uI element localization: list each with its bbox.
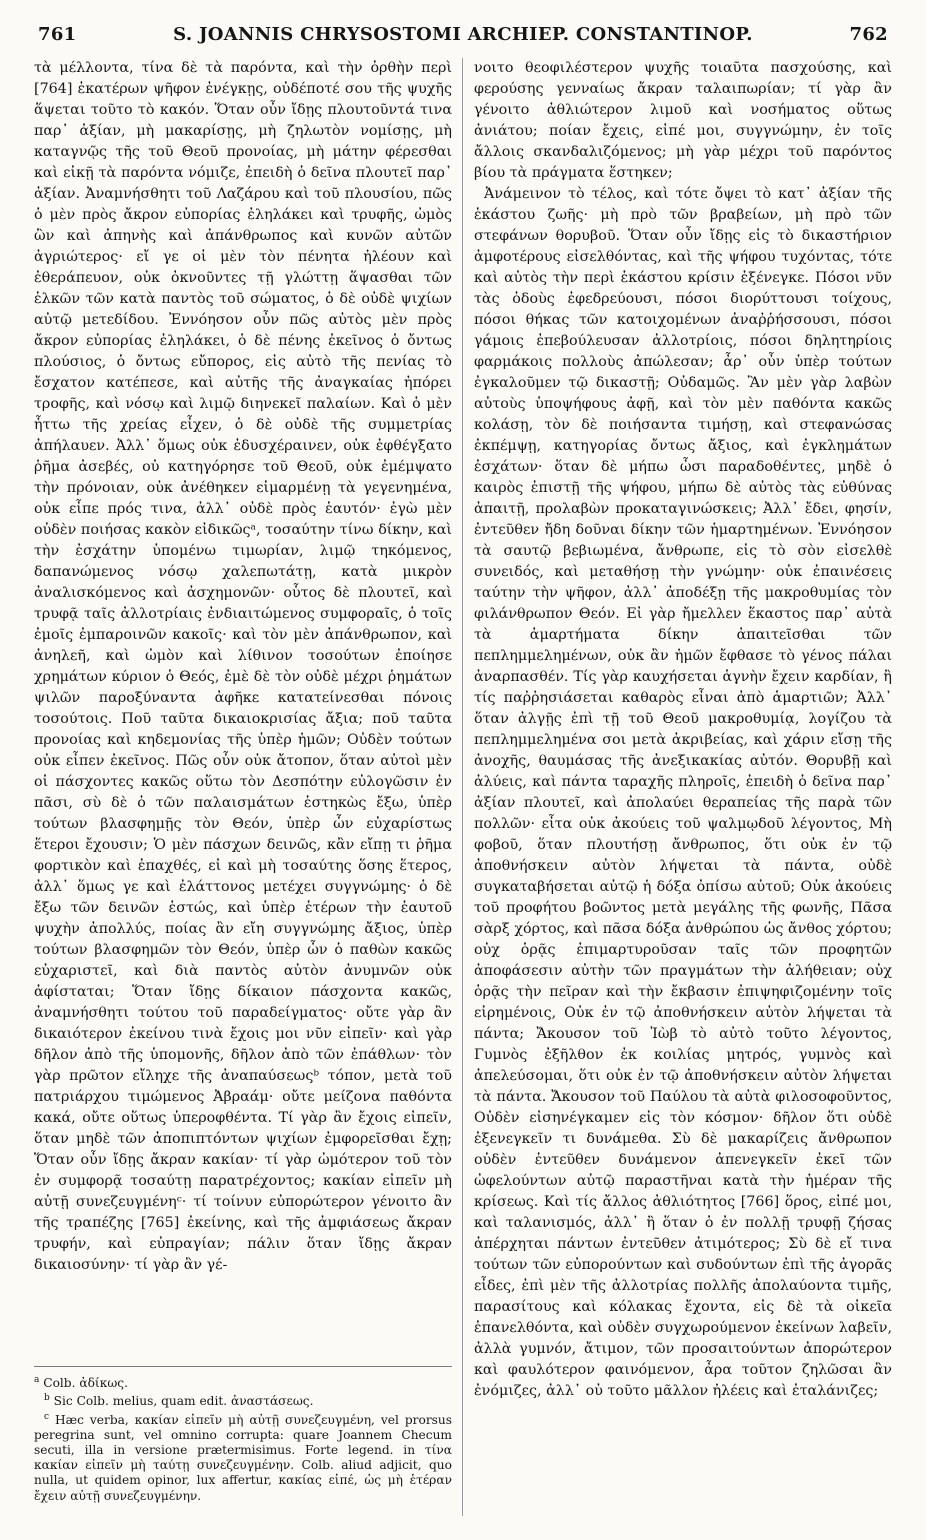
footnote-a-text: Colb. ἀδίκως. [43,1376,128,1391]
right-column [474,58,892,1516]
page-number-right: 762 [849,24,888,45]
footnote-c: $^c$ Hæc verba, κακίαν εἰπεῖν μὴ αὐτῇ συνεζευγμένη, vel prorsus peregrina sunt, vel omnino corrupta: quare Joannem Checum secuti, illa in versione prætermisimus. Forte legend. in τίνα κακίαν εἰπεῖν μὴ ταύτῃ συνεζευγμένην. Colb. aliud adjicit, quo nulla, ut quidem opinor, lux affertur, κακίας εἰπέ, ὡς μὴ ἑτέραν ἔχειν αὐτῇ συνεζευγμένην. [34,1411,452,1503]
text-columns [34,58,892,1516]
footnote-b: $^b$ Sic Colb. melius, quam edit. ἀναστάσεως. [44,1393,314,1409]
page-number-left: 761 [38,24,77,45]
column-divider [462,58,463,1516]
page [34,18,892,1518]
running-head [34,18,892,50]
left-column [34,58,452,1516]
footnote-c-text: Hæc verba, κακίαν εἰπεῖν μὴ αὐτῇ συνεζευγμένη, vel prorsus peregrina sunt, vel omnino corrupta: quare Joannem Checum secuti, illa in versione prætermisimus. Forte legend. in τίνα κακίαν εἰπεῖν μὴ ταύτῃ συνεζευγμένην. Colb. aliud adjicit, quo nulla, ut quidem opinor, lux affertur, κακίας εἰπέ, ὡς μὴ ἑτέραν ἔχειν αὐτῇ συνεζευγμένην. [34,1412,452,1503]
right-paragraph-2: Ἀνάμεινον τὸ τέλος, καὶ τότε ὄψει τὸ κατ᾽ ἀξίαν τῆς ἑκάστου ζωῆς· μὴ πρὸ τῶν βραβείων, μὴ πρὸ τῶν στεφάνων θορυβοῦ. Ὅταν οὖν ἴδῃς εἰς τὸ δικαστήριον ἀμφοτέρους εἰσελθόντας, καὶ τῆς ψήφου τυχόντας, τότε καὶ αὐτὸς τὴν περὶ ἑκάστου κρίσιν ἐξένεγκε. Πόσοι νῦν τὰς ὁδοὺς ἐφεδρεύουσι, πόσοι διορύττουσι τοίχους, πόσοι θήκας τῶν κατοιχομένων ἀναῤῥήσσουσι, πόσοι γάμοις ἐπεβούλευσαν ἀλλοτρίοις, πόσοι δηλητηρίοις φαρμάκοις πολλοὺς ἀπώλεσαν; ἆρ᾽ οὖν ὑπὲρ τούτων ἐγκαλοῦμεν τῷ δικαστῇ; Οὐδαμῶς. Ἂν μὲν γὰρ λαβὼν αὐτοὺς ὑποψήφους ἀφῇ, καὶ τὸν μὲν παθόντα κακῶς κολάσῃ, τὸν δὲ ποιήσαντα τιμήσῃ, καὶ στεφανώσας ἐκπέμψῃ, κατηγορίας ὄντως ἄξιος, καὶ ἐγκλημάτων ἐσχάτων· ὅταν δὲ μήπω ὦσι παραδοθέντες, μηδὲ ὁ καιρὸς ἐπιστῇ τῆς ψήφου, μήπω δὲ αὐτὸς τὰς εὐθύνας ἀπαιτῇ, προλαβὼν προκαταγινώσκεις; Ἀλλ᾽ ἔδει, φησίν, ἐντεῦθεν ἤδη δοῦναι δίκην τῶν ἡμαρτημένων. Ἐννόησον τὰ σαυτῷ βεβιωμένα, ἄνθρωπε, εἰς τὸ σὸν εἰσελθὲ συνειδός, καὶ μεταθήσῃ τὴν γνώμην· οὐκ ἐπαινέσεις ταύτην τὴν ψῆφον, ἀλλ᾽ ἀποδέξῃ τῆς μακροθυμίας τὸν φιλάνθρωπον Θεόν. Εἰ γὰρ ἤμελλεν ἕκαστος παρ᾽ αὐτὰ τὰ ἁμαρτήματα δίκην ἀπαιτεῖσθαι τῶν πεπλημμελημένων, οὐκ ἂν ἡμῶν ἔφθασε τὸ γένος πάλαι ἀναρπασθέν. Τίς γὰρ καυχήσεται ἁγνὴν ἔχειν καρδίαν, ἢ τίς παῤῥησιάσεται καθαρὸς εἶναι ἀπὸ ἁμαρτιῶν; Ἀλλ᾽ ὅταν ἀλγῇς ἐπὶ τῇ τοῦ Θεοῦ μακροθυμίᾳ, λογίζου τὰ πεπλημμελημένα σοι μετὰ ἀκριβείας, καὶ χάριν εἴσῃ τῆς ἀνοχῆς, θαυμάσας τῆς ἀνεξικακίας αὐτόν. Θορυβῇ καὶ ἀλύεις, καὶ πάντα ταραχῆς πληροῖς, ἐπειδὴ ὁ δεῖνα παρ᾽ ἀξίαν πλουτεῖ, καὶ ἀπολαύει θεραπείας τῆς παρὰ τῶν πολλῶν· εἶτα οὐκ ἀκούεις τοῦ ψαλμῳδοῦ λέγοντος, Μὴ φοβοῦ, ὅταν πλουτήσῃ ἄνθρωπος, ὅτι οὐκ ἐν τῷ ἀποθνήσκειν αὐτὸν λήψεται τὰ πάντα, οὐδὲ συγκαταβήσεται αὐτῷ ἡ δόξα ὀπίσω αὐτοῦ; Οὐκ ἀκούεις τοῦ προφήτου βοῶντος μετὰ μεγάλης τῆς φωνῆς, Πᾶσα σὰρξ χόρτος, καὶ πᾶσα δόξα ἀνθρώπου ὡς ἄνθος χόρτου; οὐχ ὁρᾷς ἐπιμαρτυροῦσαν ταῖς τῶν προφητῶν ἀποφάσεσιν αὐτὴν τῶν πραγμάτων τὴν ἀλήθειαν; οὐχ ὁρᾷς τὴν πεῖραν καὶ τὴν ἔκβασιν ἐπιψηφιζομένην τοῖς εἰρημένοις, Οὐκ ἐν τῷ ἀποθνήσκειν αὐτὸν λήψεται τὰ πάντα; Ἄκουσον τοῦ Ἰὼβ τὸ αὐτὸ τοῦτο λέγοντος, Γυμνὸς ἐξῆλθον ἐκ κοιλίας μητρός, γυμνὸς καὶ ἀπελεύσομαι, ὅτι οὐκ ἐν τῷ ἀποθνήσκειν αὐτὸν λήψεται τὰ πάντα. Ἄκουσον τοῦ Παύλου τὰ αὐτὰ φιλοσοφοῦντος, Οὐδὲν εἰσηνέγκαμεν εἰς τὸν κόσμον· δῆλον ὅτι οὐδὲ ἐξενεγκεῖν τι δυνάμεθα. Σὺ δὲ μακαρίζεις ἄνθρωπον οὐδὲν ἐντεῦθεν δυνάμενον ἀπενεγκεῖν ἐκεῖ τῶν ὠφελούντων αὐτῷ παραστῆναι κατὰ τὴν ἡμέραν τῆς κρίσεως. Καὶ τίς ἄλλος ἀθλιότητος [766] ὅρος, εἰπέ μοι, καὶ ταλανισμός, ἀλλ᾽ ἢ ὅταν ὁ ἐν πολλῇ τρυφῇ ζήσας ἀπέρχηται πάντων ἐντεῦθεν ἀτιμότερος; Σὺ δὲ εἴ τινα τούτων τῶν εὐπορούντων καὶ συδούντων ἐπὶ τῆς ἀγορᾶς εἶδες, ἐπὶ μὲν τῆς ἀλλοτρίας πολλῆς ἀπολαύοντα τιμῆς, παρασίτους καὶ κόλακας ἔχοντα, εἰς δὲ τὰ οἰκεῖα ἐπανελθόντα, καὶ οὐδὲν συγχωρούμενον ἐκείνων λαβεῖν, ἀλλὰ γυμνόν, ἄτιμον, τῶν προσαιτούντων ἀπορώτερον καὶ φαυλότερον φαινόμενον, ἆρα τοῦτον ζηλῶσαι ἂν ἐνόμιζες, ἀλλ᾽ οὐ τοῦτο μᾶλλον ἠλέεις καὶ ἐταλάνιζες; [474,186,892,1399]
footnote-b-text: Sic Colb. melius, quam edit. ἀναστάσεως. [53,1394,314,1409]
right-paragraph-1: νοιτο θεοφιλέστερον ψυχῆς τοιαῦτα πασχούσης, καὶ φερούσης γενναίως ἄκραν ταλαιπωρίαν; τί γὰρ ἂν γένοιτο ἀθλιώτερον λιμοῦ καὶ νοσήματος οὕτως ἀνιάτου; ποίαν ἔχεις, εἰπέ μοι, συγγνώμην, ἐν τοῖς ἄλλοις σκανδαλιζόμενος; μὴ γὰρ μέχρι τοῦ παρόντος βίου τὰ πράγματα ἕστηκεν; [474,60,892,181]
footnote-a: $^a$ Colb. ἀδίκως. [34,1375,128,1391]
left-paragraph: τὰ μέλλοντα, τίνα δὲ τὰ παρόντα, καὶ τὴν ὀρθὴν περὶ [764] ἑκατέρων ψῆφον ἐνέγκῃς, οὐδέποτέ σου τῆς ψυχῆς ἅψεται τοῦτο τὸ κακόν. Ὅταν οὖν ἴδῃς πλουτοῦντά τινα παρ᾽ ἀξίαν, μὴ μακαρίσῃς, μὴ ζηλωτὸν νομίσῃς, μὴ καταγνῷς τῆς τοῦ Θεοῦ προνοίας, μὴ μάτην φέρεσθαι καὶ εἰκῇ τὰ παρόντα νόμιζε, ἐπειδὴ ὁ δεῖνα πλουτεῖ παρ᾽ ἀξίαν. Ἀναμνήσθητι τοῦ Λαζάρου καὶ τοῦ πλουσίου, πῶς ὁ μὲν πρὸς ἄκρον εὐπορίας ἐληλάκει καὶ τρυφῆς, ὠμὸς ὢν καὶ ἀπηνὴς καὶ ἀπάνθρωπος καὶ κυνῶν αὐτῶν ἀγριώτερος· εἴ γε οἱ μὲν τὸν πένητα ἠλέουν καὶ ἐθεράπευον, οὐκ ὀκνοῦντες τῇ γλώττῃ ἅψασθαι τῶν ἑλκῶν τῶν κατὰ παντὸς τοῦ σώματος, ὁ δὲ οὐδὲ ψιχίων αὐτῷ μετεδίδου. Ἐννόησον οὖν πῶς αὐτὸς μὲν πρὸς ἄκρον εὐπορίας ἐληλάκει, ὁ δὲ πένης ἐκεῖνος ὁ ὄντως πλούσιος, ὁ ὄντως εὔπορος, εἰς αὐτὸ τῆς πενίας τὸ ἔσχατον κατέπεσε, καὶ αὐτῆς τῆς ἀναγκαίας ἠπόρει τροφῆς, καὶ νόσῳ καὶ λιμῷ διηνεκεῖ παλαίων. Καὶ ὁ μὲν ἧττω τῆς χρείας εἶχεν, ὁ δὲ οὐδὲ τῆς συμμετρίας ἀπήλαυεν. Ἀλλ᾽ ὅμως οὐκ ἐδυσχέραινεν, οὐκ ἐφθέγξατο ῥῆμα ἀσεβές, οὐ κατηγόρησε τοῦ Θεοῦ, οὐκ ἐμέμψατο τὴν πρόνοιαν, οὐκ ἀνέθηκεν εἱμαρμένῃ τὰ γεγενημένα, οὐκ εἶπε πρός τινα, ἀλλ᾽ οὐδὲ πρὸς ἑαυτόν· ἐγὼ μὲν οὐδὲν ποιήσας κακὸν εἰδικῶςᵃ, τοσαύτην τίνω δίκην, καὶ τὴν ἐσχάτην ὑπομένω τιμωρίαν, λιμῷ τηκόμενος, δαπανώμενος νόσῳ χαλεπωτάτῃ, κατὰ μικρὸν ἀναλισκόμενος καὶ ἀσχημονῶν· οὗτος δὲ πλουτεῖ, καὶ τρυφᾷ ταῖς ἀλλοτρίαις ἐνδιαιτώμενος συμφοραῖς, ὁ τοῖς ἐμοῖς ἐμπαροινῶν κακοῖς· καὶ τὸν μὲν ἀπάνθρωπον, καὶ ἀνηλεῆ, καὶ ὠμὸν καὶ λίθινον τοσούτων ἐποίησε χρημάτων κύριον ὁ Θεός, ἐμὲ δὲ τὸν οὐδὲ μέχρι ῥημάτων ψιλῶν παροξύναντα ἀφῆκε κατατείνεσθαι πόνοις τοσούτοις. Ποῦ ταῦτα δικαιοκρισίας ἄξια; ποῦ ταῦτα προνοίας καὶ κηδεμονίας τῆς ὑπὲρ ἡμῶν; Οὐδὲν τούτων οὐκ εἶπεν ἐκεῖνος. Πῶς οὖν οὐκ ἄτοπον, ὅταν αὐτοὶ μὲν οἱ πάσχοντες κακῶς οὕτω τὸν Δεσπότην εὐλογῶσιν ἐν πᾶσι, σὺ δὲ ὁ τῶν παλαισμάτων ἑστηκὼς ἔξω, ὑπὲρ τούτων βλασφημῇς τὸν Θεόν, ὑπὲρ ὧν εὐχαρίστως ἕτεροι ἔχουσιν; Ὁ μὲν πάσχων δεινῶς, κἂν εἴπῃ τι ῥῆμα φορτικὸν καὶ ἐπαχθές, εἰ καὶ μὴ τοσαύτης ὅσης ἕτερος, ἀλλ᾽ ὅμως γε καὶ ἐλάττονος μετέχει συγγνώμης· ὁ δὲ ἔξω τῶν δεινῶν ἑστώς, καὶ ὑπὲρ ἑτέρων τὴν ἑαυτοῦ ψυχὴν ἀπολλύς, ποίας ἂν εἴη συγγνώμης ἄξιος, ὑπὲρ τούτων βλασφημῶν τὸν Θεόν, ὑπὲρ ὧν ὁ παθὼν κακῶς εὐχαριστεῖ, καὶ διὰ παντὸς αὐτὸν ἀνυμνῶν οὐκ ἀφίσταται; Ὅταν ἴδῃς δίκαιον πάσχοντα κακῶς, ἀναμνήσθητι τούτου τοῦ παραδείγματος· οὔτε γὰρ ἂν δικαιότερον ἐκείνου τινὰ ἔχοις μοι νῦν εἰπεῖν· καὶ γὰρ δῆλον ἀπὸ τῆς ὑπομονῆς, δῆλον ἀπὸ τῶν ἐπάθλων· τὸν γὰρ πρῶτον εἴληχε τῆς ἀναπαύσεωςᵇ τόπον, μετὰ τοῦ πατριάρχου τιμώμενος Ἀβραάμ· οὔτε μείζονα παθόντα κακά, οὔτε οὕτως ὑπεροφθέντα. Τί γὰρ ἂν ἔχοις εἰπεῖν, ὅταν μηδὲ τῶν ἀποπιπτόντων ψιχίων ἐμφορεῖσθαι ἔχῃ; Ὅταν οὖν ἴδῃς ἄκραν κακίαν· τί γὰρ ὠμότερον τοῦ τὸν ἐν συμφορᾷ τοσαύτῃ παρατρέχοντος; κακίαν εἰπεῖν μὴ αὐτῇ συνεζευγμένηᶜ· τί τοίνυν εὐπορώτερον γένοιτο ἂν τῆς τραπέζης [765] ἐκείνης, καὶ τῆς ἀμφιάσεως ἄκραν τρυφήν, καὶ εὐπραγίαν; πάλιν ὅταν ἴδῃς ἄκραν δικαιοσύνην· τί γὰρ ἂν γέ- [34,60,452,1273]
footnotes [34,1366,452,1504]
running-title: S. JOANNIS CHRYSOSTOMI ARCHIEP. CONSTANTINOP. [173,24,753,45]
